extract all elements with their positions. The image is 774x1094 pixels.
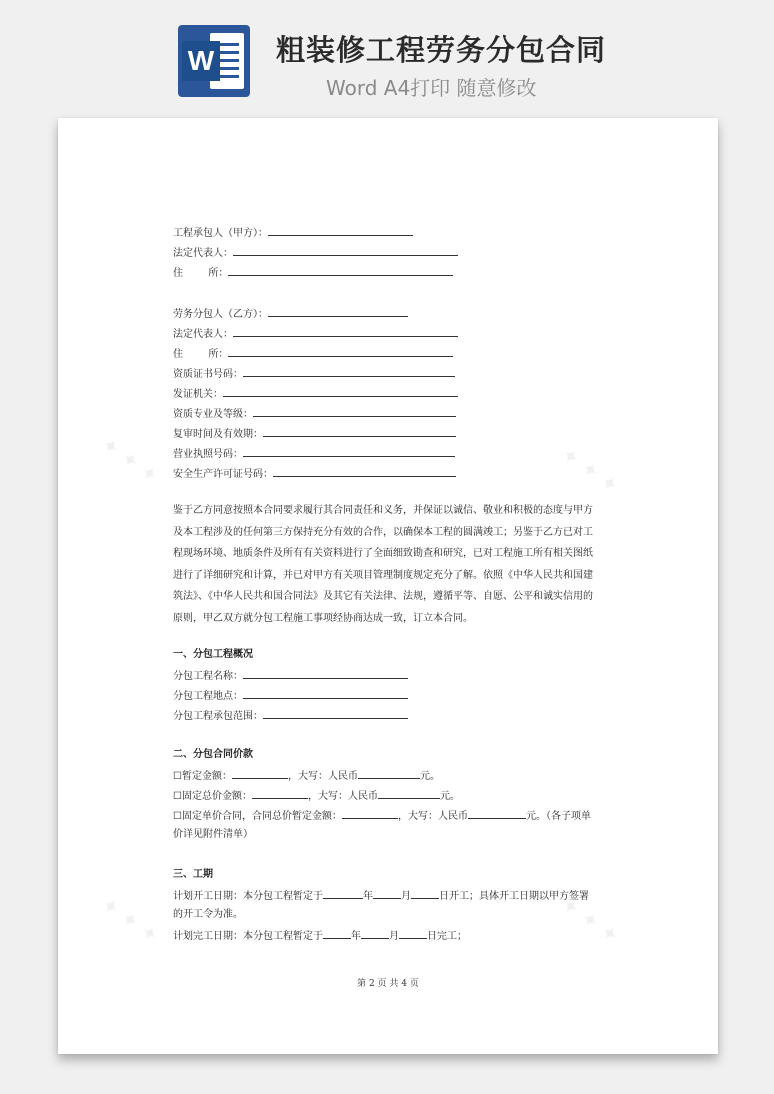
party-b-address: 住 所：	[173, 346, 453, 362]
section1-location: 分包工程地点：	[173, 688, 408, 704]
blank-field[interactable]	[373, 888, 401, 899]
word-icon	[178, 25, 250, 97]
blank-field[interactable]	[378, 788, 440, 799]
preamble-paragraph: 鉴于乙方同意按照本合同要求履行其合同责任和义务，并保证以诚信、敬业和积极的态度与甲方及本工程涉及的任何第三方保持充分有效的合作，以确保本工程的圆满竣工；另鉴于乙方已对工程现场环境、地质条件及所有有关资料进行了全面细致勘查和研究，已对工程施工所有相关图纸进行了详细研究和计算，并已对甲方有关项目管理制度规定充分了解。依照《中华人民共和国建筑法》、《中华人民共和国合同法》及其它有关法律、法规，遵循平等、自愿、公平和诚实信用的原则，甲乙双方就分包工程施工事项经协商达成一致，订立本合同。	[173, 505, 593, 624]
blank-field[interactable]	[468, 808, 526, 819]
header	[0, 0, 774, 118]
section1-scope: 分包工程承包范围：	[173, 708, 408, 724]
blank-field[interactable]	[243, 688, 408, 699]
blank-field[interactable]	[233, 326, 458, 337]
blank-field[interactable]	[268, 306, 408, 317]
blank-field[interactable]	[399, 928, 427, 939]
party-a-address: 住 所：	[173, 265, 453, 281]
watermark: ✦ ✦ ✦	[96, 891, 164, 949]
watermark: ✦ ✦ ✦	[556, 891, 624, 949]
blank-field[interactable]	[228, 346, 453, 357]
blank-field[interactable]	[263, 426, 456, 437]
blank-field[interactable]	[233, 245, 458, 256]
section3-heading: 三、工期	[173, 869, 213, 880]
planned-start: 计划开工日期：本分包工程暂定于 年 月 日开工；具体开工日期以甲方签署	[173, 888, 589, 904]
blank-field[interactable]	[323, 928, 351, 939]
planned-start-cont: 的开工令为准。	[173, 909, 243, 920]
blank-field[interactable]	[223, 386, 458, 397]
party-b-issuer: 发证机关：	[173, 386, 458, 402]
blank-field[interactable]	[361, 928, 389, 939]
party-b-specialty: 资质专业及等级：	[173, 406, 456, 422]
party-b-cert-no: 资质证书号码：	[173, 366, 455, 382]
blank-field[interactable]	[358, 768, 420, 779]
party-a-legal-rep: 法定代表人：	[173, 245, 458, 261]
word-letter: W	[182, 41, 220, 81]
party-b-legal-rep: 法定代表人：	[173, 326, 458, 342]
provisional-amount: ☐暂定金额： ，大写：人民币 元。	[173, 768, 440, 784]
blank-field[interactable]	[273, 466, 456, 477]
page-footer: 第 2 页 共 4 页	[357, 979, 419, 989]
watermark: ✦ ✦ ✦	[96, 431, 164, 489]
blank-field[interactable]	[323, 888, 363, 899]
blank-field[interactable]	[252, 788, 308, 799]
page-title: 粗装修工程劳务分包合同	[276, 33, 607, 67]
section1-name: 分包工程名称：	[173, 668, 408, 684]
blank-field[interactable]	[253, 406, 456, 417]
party-b-license: 营业执照号码：	[173, 446, 455, 462]
blank-field[interactable]	[232, 768, 288, 779]
blank-field[interactable]	[342, 808, 398, 819]
party-a-contractor: 工程承包人（甲方）：	[173, 225, 413, 241]
fixed-unit-price: ☐固定单价合同，合同总价暂定金额： ，大写：人民币 元。（各子项单	[173, 808, 591, 824]
blank-field[interactable]	[263, 708, 408, 719]
watermark: ✦ ✦ ✦	[556, 441, 624, 499]
blank-field[interactable]	[228, 265, 453, 276]
blank-field[interactable]	[243, 446, 455, 457]
blank-field[interactable]	[243, 366, 455, 377]
blank-field[interactable]	[268, 225, 413, 236]
blank-field[interactable]	[243, 668, 408, 679]
party-b-subcontractor: 劳务分包人（乙方）：	[173, 306, 408, 322]
blank-field[interactable]	[411, 888, 439, 899]
fixed-unit-price-cont: 价详见附件清单）	[173, 829, 253, 840]
section2-heading: 二、分包合同价款	[173, 749, 253, 760]
section1-heading: 一、分包工程概况	[173, 649, 253, 660]
party-b-review: 复审时间及有效期：	[173, 426, 456, 442]
planned-end: 计划完工日期：本分包工程暂定于 年 月 日完工；	[173, 928, 467, 944]
fixed-total-amount: ☐固定总价金额： ，大写：人民币 元。	[173, 788, 460, 804]
document-page	[58, 118, 718, 1054]
party-b-safety: 安全生产许可证号码：	[173, 466, 456, 482]
page-subtitle: Word A4打印 随意修改	[326, 76, 537, 100]
